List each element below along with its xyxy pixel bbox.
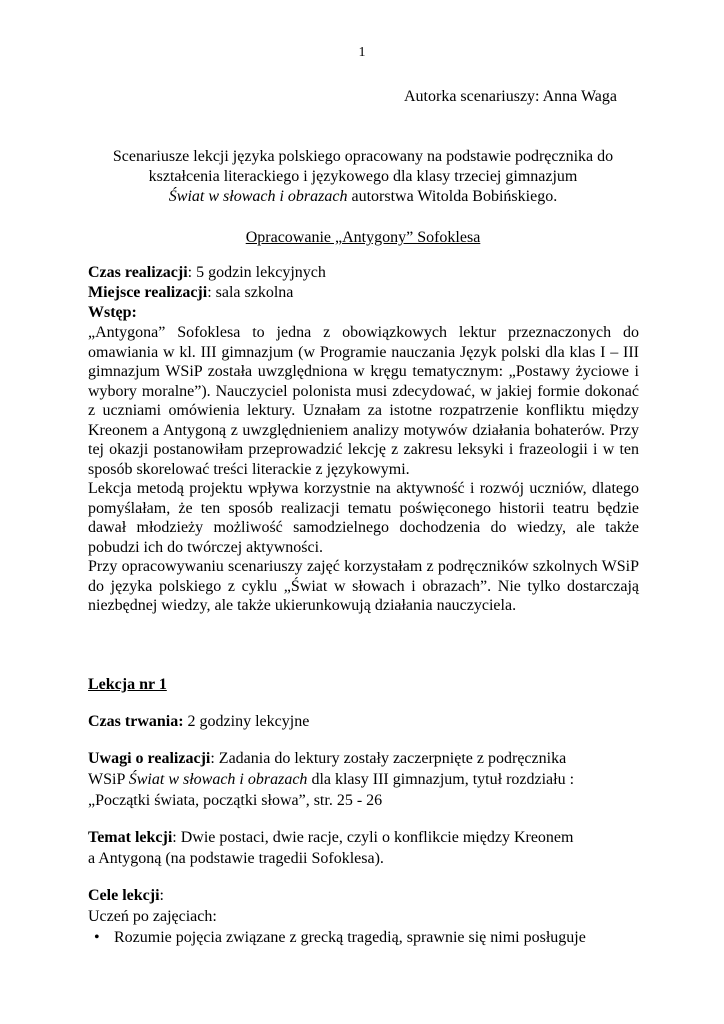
place-row: [88, 283, 640, 303]
author-line: Autorka scenariuszy: Anna Waga: [403, 88, 617, 105]
intro-label: Wstęp:: [88, 304, 137, 321]
body-text: [88, 323, 639, 616]
subject-title: Opracowanie „Antygony” Sofoklesa: [245, 229, 481, 246]
bullet-icon: •: [94, 929, 100, 946]
intro-line-1: Scenariusze lekcji języka polskiego opracowany na podstawie podręcznika do: [112, 148, 614, 165]
document-intro: [88, 147, 638, 207]
body-paragraph: Lekcja metodą projektu wpływa korzystnie na aktywność i rozwój uczniów, dlatego pomyślałam, że ten sposób realizacji tematu poświęconego historii teatru będzie dawał młodzieży możliwość samodzielnego dochodzenia do wiedzy, ale także pobudzi ich do twórczej aktywności.: [88, 480, 639, 556]
lesson-title: Lekcja nr 1: [88, 676, 167, 693]
meta-block: [88, 263, 640, 323]
notes-text-3: „Początki świata, początki słowa”, str. 25 - 26: [88, 792, 383, 809]
intro-line-2: kształcenia literackiego i językowego dla klasy trzeciej gimnazjum: [148, 168, 578, 185]
time-row: [88, 263, 640, 283]
time-label: Czas realizacji: [88, 264, 188, 281]
goals-colon: :: [159, 887, 164, 904]
goal-text: Rozumie pojęcia związane z grecką tragedią, sprawnie się nimi posługuje: [114, 929, 586, 946]
notes-text-2-prefix: WSiP: [88, 771, 129, 788]
topic-text-1: : Dwie postaci, dwie racje, czyli o konflikcie między Kreonem: [172, 829, 574, 846]
place-value: : sala szkolna: [207, 284, 294, 301]
duration-value: 2 godziny lekcyjne: [183, 713, 310, 730]
time-value: : 5 godzin lekcyjnych: [187, 264, 326, 281]
topic-label: Temat lekcji: [88, 829, 173, 846]
topic-text-2: a Antygoną (na podstawie tragedii Sofoklesa).: [88, 850, 384, 867]
intro-line-3: [88, 187, 638, 207]
lesson-duration: [88, 711, 640, 732]
lesson-topic: [88, 827, 640, 869]
goals-label: Cele lekcji: [88, 887, 160, 904]
list-item: [88, 927, 640, 948]
duration-label: Czas trwania:: [88, 713, 184, 730]
lesson-goals: [88, 885, 640, 948]
goals-list: [88, 927, 640, 948]
goals-intro: Uczeń po zajęciach:: [88, 908, 217, 925]
notes-text-2-suffix: dla klasy III gimnazjum, tytuł rozdziału :: [307, 771, 575, 788]
body-paragraph: „Antygona” Sofoklesa to jedna z obowiązkowych lektur przeznaczonych do omawiania w kl. III gimnazjum (w Programie nauczania Język polski dla klas I – III gimnazjum WSiP została uwzględniona w kręgu tematycznym: „Postawy życiowe i wybory moralne”). Nauczyciel polonista musi zdecydować, w jakiej formie dokonać z uczniami omówienia lektury. Uznałam za istotne rozpatrzenie konfliktu między Kreonem a Antygoną z uwzględnieniem analizy motywów działania bohaterów. Przy tej okazji postanowiłam przeprowadzić lekcję z zakresu leksyki i frazeologii i w ten sposób skorelować treści literackie z językowymi.: [88, 324, 639, 478]
notes-label: Uwagi o realizacji: [88, 750, 211, 767]
notes-text-1: : Zadania do lektury zostały zaczerpnięte z podręcznika: [210, 750, 567, 767]
body-paragraph: Przy opracowywaniu scenariuszy zajęć korzystałam z podręczników szkolnych WSiP do języka polskiego z cyklu „Świat w słowach i obrazach”. Nie tylko dostarczają niezbędnej wiedzy, ale także ukierunkowują działania nauczyciela.: [88, 558, 639, 614]
place-label: Miejsce realizacji: [88, 284, 208, 301]
book-title: Świat w słowach i obrazach: [168, 188, 348, 205]
intro-line-3-suffix: autorstwa Witolda Bobińskiego.: [347, 188, 558, 205]
intro-heading: [88, 303, 640, 323]
notes-book-title: Świat w słowach i obrazach: [128, 771, 308, 788]
page-number: 1: [358, 45, 366, 60]
lesson-notes: [88, 748, 640, 811]
